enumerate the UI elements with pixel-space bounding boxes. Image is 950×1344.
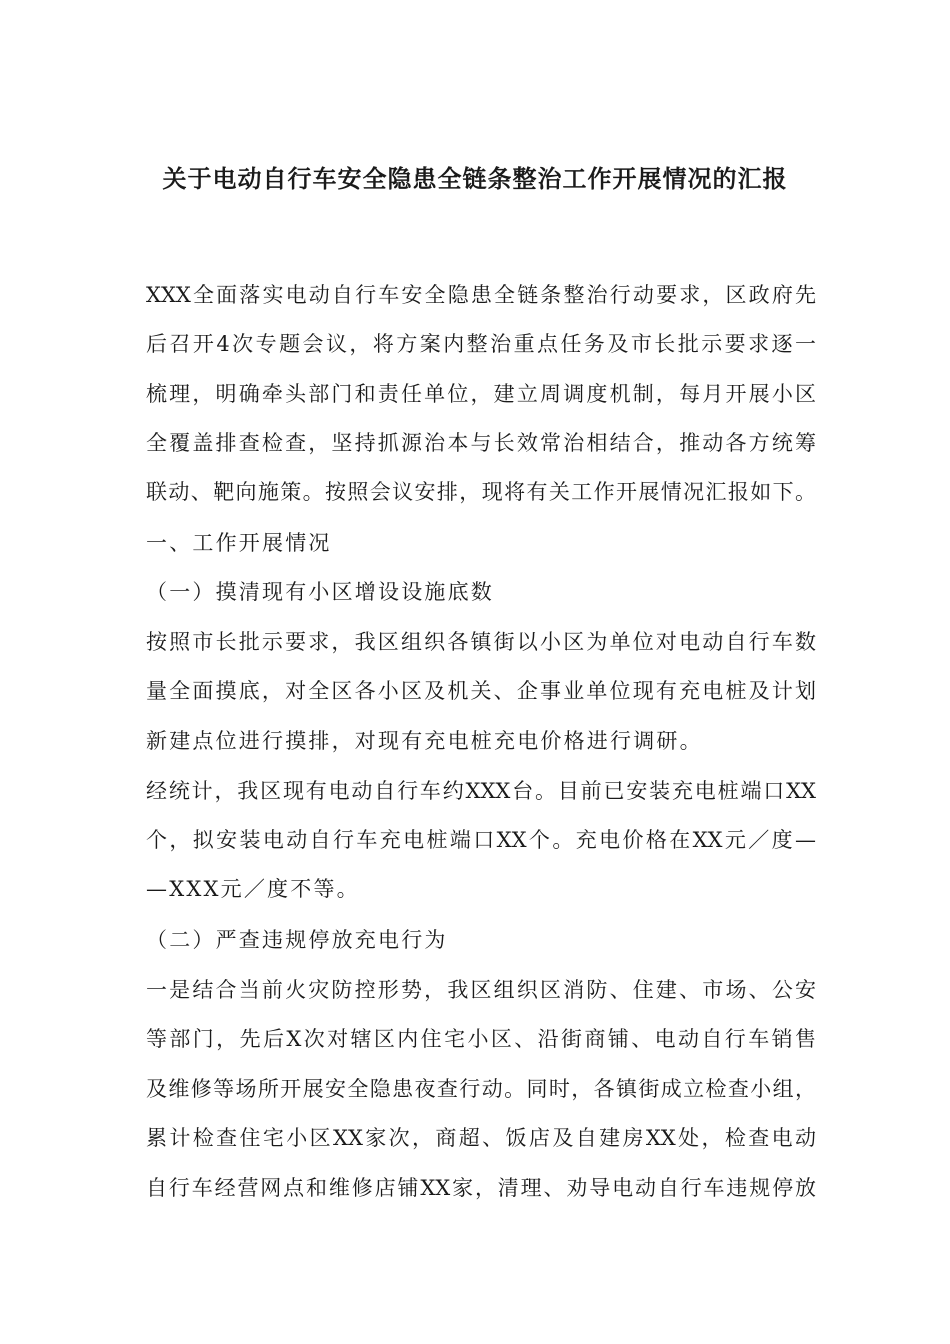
paragraph-line: 量全面摸底，对全区各小区及机关、企事业单位现有充电桩及计划: [146, 679, 816, 703]
paragraph-line: 个，拟安装电动自行车充电桩端口XX个。充电价格在XX元／度—: [146, 828, 816, 852]
section-heading: 一、工作开展情况: [146, 531, 332, 555]
paragraph-line: 按照市长批示要求，我区组织各镇街以小区为单位对电动自行车数: [146, 630, 816, 654]
paragraph-line: 后召开4次专题会议，将方案内整治重点任务及市长批示要求逐一: [146, 332, 816, 356]
paragraph-line: 等部门，先后X次对辖区内住宅小区、沿街商铺、电动自行车销售: [146, 1027, 816, 1051]
paragraph-line: —XXX元／度不等。: [146, 877, 360, 901]
subsection-heading: （一）摸清现有小区增设设施底数: [146, 580, 494, 604]
paragraph-line: 自行车经营网点和维修店铺XX家，清理、劝导电动自行车违规停放: [146, 1176, 816, 1200]
paragraph-line: 一是结合当前火灾防控形势，我区组织区消防、住建、市场、公安: [146, 978, 816, 1002]
paragraph-line: 及维修等场所开展安全隐患夜查行动。同时，各镇街成立检查小组，: [146, 1077, 816, 1101]
paragraph-line: XXX全面落实电动自行车安全隐患全链条整治行动要求，区政府先: [146, 283, 816, 307]
subsection-heading: （二）严查违规停放充电行为: [146, 928, 448, 952]
paragraph-line: 联动、靶向施策。按照会议安排，现将有关工作开展情况汇报如下。: [146, 480, 816, 504]
paragraph-line: 新建点位进行摸排，对现有充电桩充电价格进行调研。: [146, 729, 703, 753]
paragraph-line: 经统计，我区现有电动自行车约XXX台。目前已安装充电桩端口XX: [146, 779, 816, 803]
paragraph-line: 梳理，明确牵头部门和责任单位，建立周调度机制，每月开展小区: [146, 382, 816, 406]
paragraph-line: 累计检查住宅小区XX家次，商超、饭店及自建房XX处，检查电动: [146, 1126, 816, 1150]
document-title: 关于电动自行车安全隐患全链条整治工作开展情况的汇报: [162, 165, 788, 193]
paragraph-line: 全覆盖排查检查，坚持抓源治本与长效常治相结合，推动各方统筹: [146, 431, 816, 455]
